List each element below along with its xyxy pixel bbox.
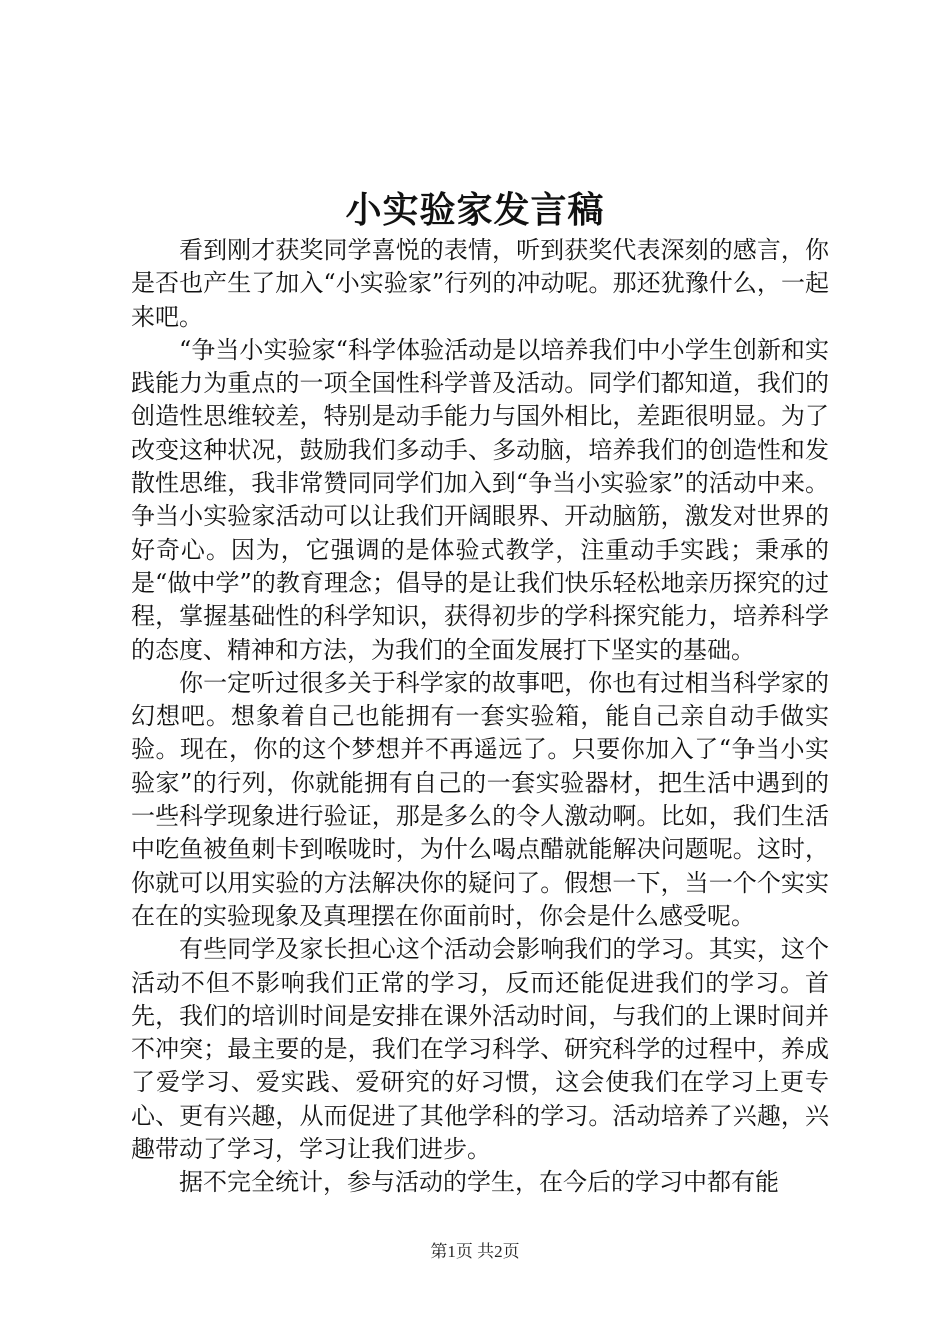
- paragraph-5: 据不完全统计，参与活动的学生，在今后的学习中都有能: [179, 1168, 779, 1197]
- page-footer: 第1页 共2页: [430, 1242, 520, 1261]
- paragraph-3: 你一定听过很多关于科学家的故事吧，你也有过相当科学家的幻想吧。想象着自己也能拥有一套实验箱，能自己亲自动手做实验。现在，你的这个梦想并不再遥远了。只要你加入了“争当小实验家”的行列，你就能拥有自己的一套实验器材，把生活中遇到的一些科学现象进行验证，那是多么的令人激动啊。比如，我们生活中吃鱼被鱼刺卡到喉咙时，为什么喝点醋就能解决问题呢。这时，你就可以用实验的方法解决你的疑问了。假想一下，当一个个实实在在的实验现象及真理摆在你面前时，你会是什么感受呢。: [131, 668, 829, 930]
- paragraph-1: 看到刚才获奖同学喜悦的表情，听到获奖代表深刻的感言，你是否也产生了加入“小实验家”行列的冲动呢。那还犹豫什么，一起来吧。: [131, 236, 829, 331]
- document-title: 小实验家发言稿: [345, 189, 605, 231]
- document-body: [131, 234, 829, 1200]
- paragraph-4: 有些同学及家长担心这个活动会影响我们的学习。其实，这个活动不但不影响我们正常的学习，反而还能促进我们的学习。首先，我们的培训时间是安排在课外活动时间，与我们的上课时间并不冲突；最主要的是，我们在学习科学、研究科学的过程中，养成了爱学习、爱实践、爱研究的好习惯，这会使我们在学习上更专心、更有兴趣，从而促进了其他学科的学习。活动培养了兴趣，兴趣带动了学习，学习让我们进步。: [131, 935, 829, 1164]
- paragraph-2: “争当小实验家“科学体验活动是以培养我们中小学生创新和实践能力为重点的一项全国性科学普及活动。同学们都知道，我们的创造性思维较差，特别是动手能力与国外相比，差距很明显。为了改变这种状况，鼓励我们多动手、多动脑，培养我们的创造性和发散性思维，我非常赞同同学们加入到“争当小实验家”的活动中来。争当小实验家活动可以让我们开阔眼界、开动脑筋，激发对世界的好奇心。因为，它强调的是体验式教学，注重动手实践；秉承的是“做中学”的教育理念；倡导的是让我们快乐轻松地亲历探究的过程，掌握基础性的科学知识，获得初步的学科探究能力，培养科学的态度、精神和方法，为我们的全面发展打下坚实的基础。: [131, 335, 829, 664]
